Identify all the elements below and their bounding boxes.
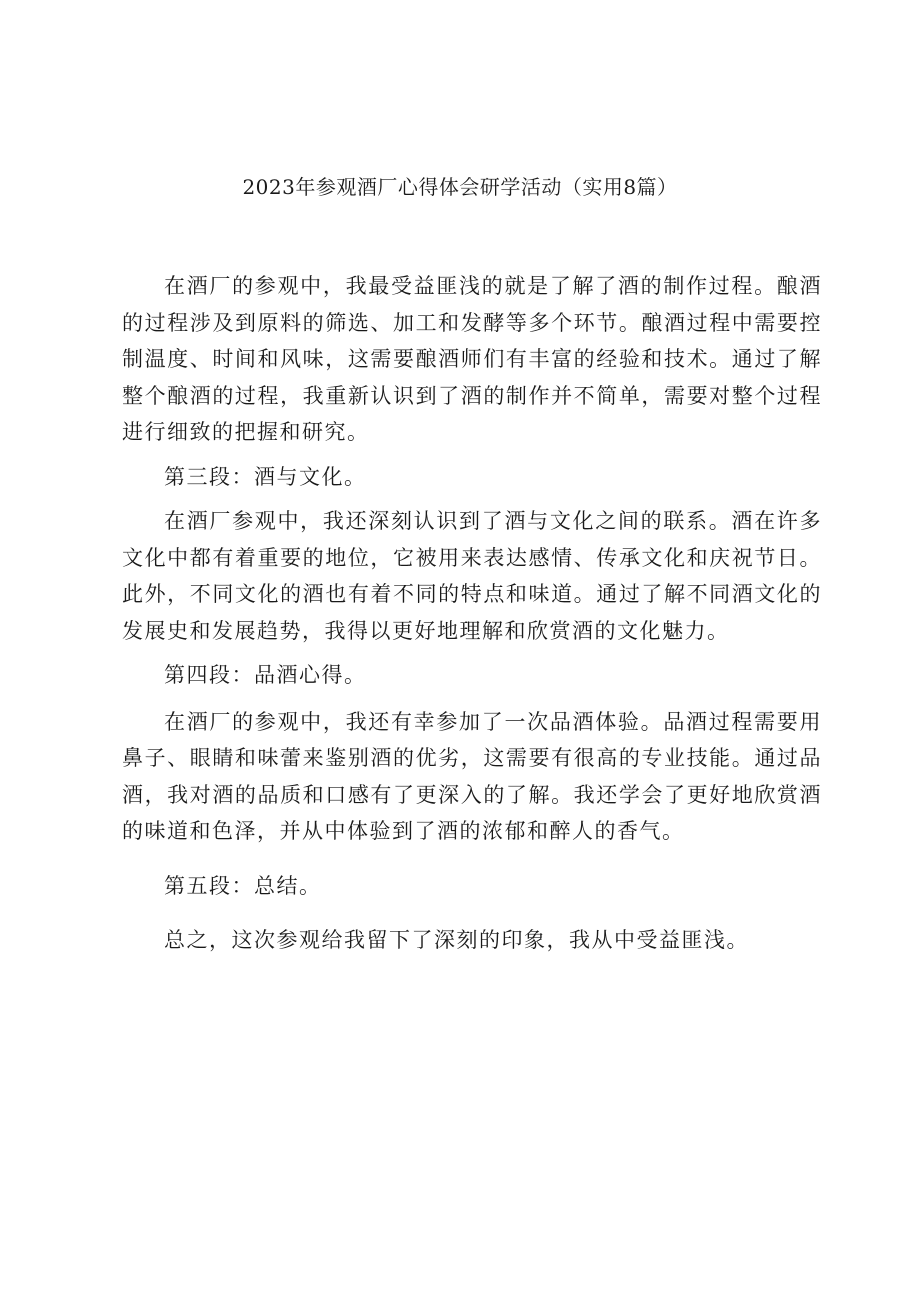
section-heading-tasting: 第四段：品酒心得。 (164, 663, 367, 687)
section-heading-wine-and-culture: 第三段：酒与文化。 (164, 464, 367, 489)
section-heading-summary: 第五段：总结。 (164, 873, 322, 898)
document-title: 2023年参观酒厂心得体会研学活动（实用8篇） (242, 175, 678, 199)
document-body (122, 268, 822, 959)
paragraph-tasting: 在酒厂的参观中，我还有幸参加了一次品酒体验。品酒过程需要用鼻子、眼睛和味蕾来鉴别酒的优劣，这需要有很高的专业技能。通过品酒，我对酒的品质和口感有了更深入的了解。我还学会了更好地欣赏酒的味道和色泽，并从中体验到了酒的浓郁和醉人的香气。 (122, 709, 822, 843)
paragraph-summary: 总之，这次参观给我留下了深刻的印象，我从中受益匪浅。 (164, 928, 749, 952)
paragraph-wine-and-culture: 在酒厂参观中，我还深刻认识到了酒与文化之间的联系。酒在许多文化中都有着重要的地位，它被用来表达感情、传承文化和庆祝节日。此外，不同文化的酒也有着不同的特点和味道。通过了解不同酒文化的发展史和发展趋势，我得以更好地理解和欣赏酒的文化魅力。 (122, 509, 822, 643)
paragraph-production-process: 在酒厂的参观中，我最受益匪浅的就是了解了酒的制作过程。酿酒的过程涉及到原料的筛选、加工和发酵等多个环节。酿酒过程中需要控制温度、时间和风味，这需要酿酒师们有丰富的经验和技术。通过了解整个酿酒的过程，我重新认识到了酒的制作并不简单，需要对整个过程进行细致的把握和研究。 (122, 274, 822, 444)
